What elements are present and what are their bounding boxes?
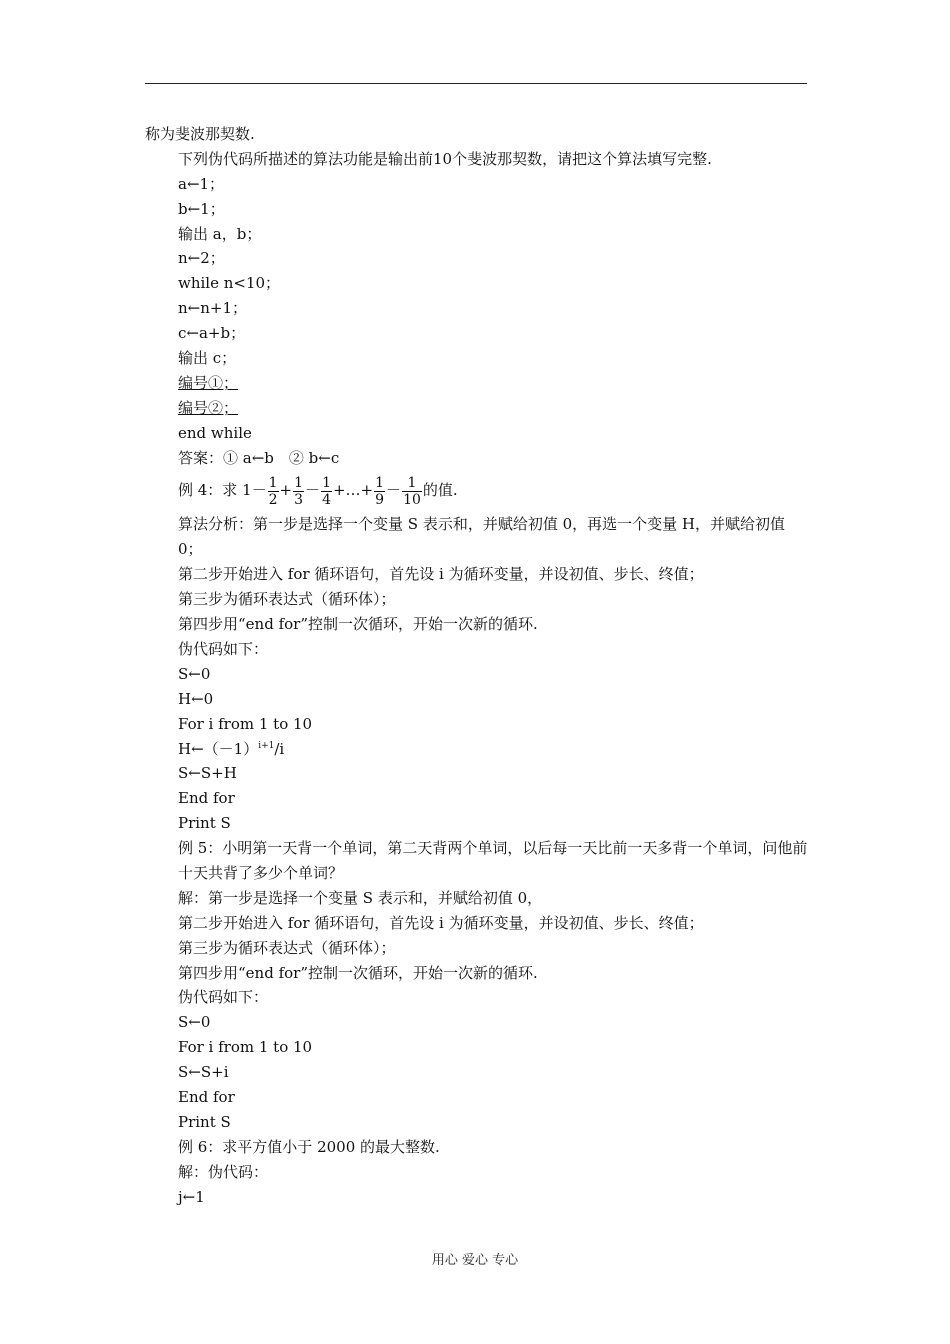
- text-line: 下列伪代码所描述的算法功能是输出前10个斐波那契数，请把这个算法填写完整.: [178, 149, 712, 168]
- code-line: a←1；: [178, 174, 225, 193]
- code-line: [145, 737, 809, 762]
- fraction: [402, 475, 422, 508]
- code-line: [145, 396, 809, 421]
- numerator: 1: [268, 474, 278, 491]
- denominator: 9: [375, 491, 385, 508]
- text-line: 第四步用“end for”控制一次循环，开始一次新的循环.: [178, 615, 538, 634]
- code-line: Print S: [178, 1112, 231, 1131]
- code-line: n←n+1；: [178, 299, 248, 318]
- operator: －: [386, 481, 402, 500]
- blank-1: 编号①；: [178, 373, 239, 392]
- code-line: S←S+H: [178, 764, 237, 783]
- code-line: j←1: [178, 1187, 205, 1206]
- code-line: End for: [178, 1088, 235, 1107]
- code-line: S←0: [178, 1013, 211, 1032]
- denominator: 4: [322, 491, 331, 508]
- text-line: 伪代码如下：: [178, 988, 269, 1007]
- numerator: 1: [375, 474, 385, 491]
- denominator: 10: [403, 491, 421, 508]
- code-line: For i from 1 to 10: [178, 714, 313, 733]
- document-body: [145, 122, 809, 1209]
- text-line: 例 6：求平方值小于 2000 的最大整数.: [178, 1137, 440, 1156]
- fraction: [374, 475, 385, 508]
- fraction: [321, 475, 332, 508]
- code-tail: /i: [274, 739, 285, 758]
- code-line: End for: [178, 789, 235, 808]
- numerator: 1: [322, 474, 331, 491]
- text-line: 第三步为循环表达式（循环体）；: [178, 938, 396, 957]
- text-line: 伪代码如下：: [178, 639, 269, 658]
- code-line: n←2；: [178, 249, 225, 268]
- code-line: b←1；: [178, 199, 225, 218]
- code-line: [145, 371, 809, 396]
- code-line: 输出 c；: [178, 349, 237, 368]
- text-line: 第四步用“end for”控制一次循环，开始一次新的循环.: [178, 963, 538, 982]
- code-line: H←0: [178, 689, 214, 708]
- code-line: Print S: [178, 814, 231, 833]
- header-rule: [145, 83, 807, 84]
- code-line: For i from 1 to 10: [178, 1038, 313, 1057]
- text-paragraph: 算法分析：第一步是选择一个变量 S 表示和，并赋给初值 0，再选一个变量 H，并赋给初值 0；: [178, 515, 785, 559]
- code-line: while n<10；: [178, 274, 281, 293]
- text-line: 第二步开始进入 for 循环语句，首先设 i 为循环变量，并设初值、步长、终值；: [178, 913, 704, 932]
- text-line: 第三步为循环表达式（循环体）；: [178, 590, 396, 609]
- text-line: 称为斐波那契数.: [145, 125, 255, 143]
- numerator: 1: [294, 474, 304, 491]
- code-line: c←a+b；: [178, 324, 246, 343]
- denominator: 3: [294, 491, 304, 508]
- formula-prefix: 例 4：求 1－: [178, 481, 267, 500]
- fraction: [268, 475, 279, 508]
- blank-2: 编号②；: [178, 398, 239, 417]
- code-main: H←（－1）: [178, 739, 259, 758]
- text-line: 解：伪代码：: [178, 1162, 269, 1181]
- text-line: 解：第一步是选择一个变量 S 表示和，并赋给初值 0，: [178, 888, 543, 907]
- fraction: [293, 475, 304, 508]
- code-line: 输出 a，b；: [178, 224, 262, 243]
- formula-suffix: 的值.: [422, 481, 458, 500]
- page-footer: 用心 爱心 专心: [431, 1253, 519, 1268]
- operator: －: [305, 481, 321, 500]
- code-line: S←0: [178, 664, 211, 683]
- numerator: 1: [402, 475, 422, 492]
- text-paragraph: 例 5：小明第一天背一个单词，第二天背两个单词，以后每一天比前一天多背一个单词，问他前十天共背了多少个单词？: [178, 839, 808, 882]
- text-line: 第二步开始进入 for 循环语句，首先设 i 为循环变量，并设初值、步长、终值；: [178, 565, 704, 584]
- exponent: i+1: [258, 740, 275, 751]
- operator: +…+: [332, 481, 374, 500]
- denominator: 2: [268, 491, 278, 508]
- operator: +: [279, 481, 293, 500]
- answer-line: 答案：① a←b ② b←c: [178, 448, 340, 467]
- example-4-formula: [145, 470, 809, 510]
- code-line: S←S+i: [178, 1063, 229, 1082]
- code-line: end while: [178, 423, 252, 442]
